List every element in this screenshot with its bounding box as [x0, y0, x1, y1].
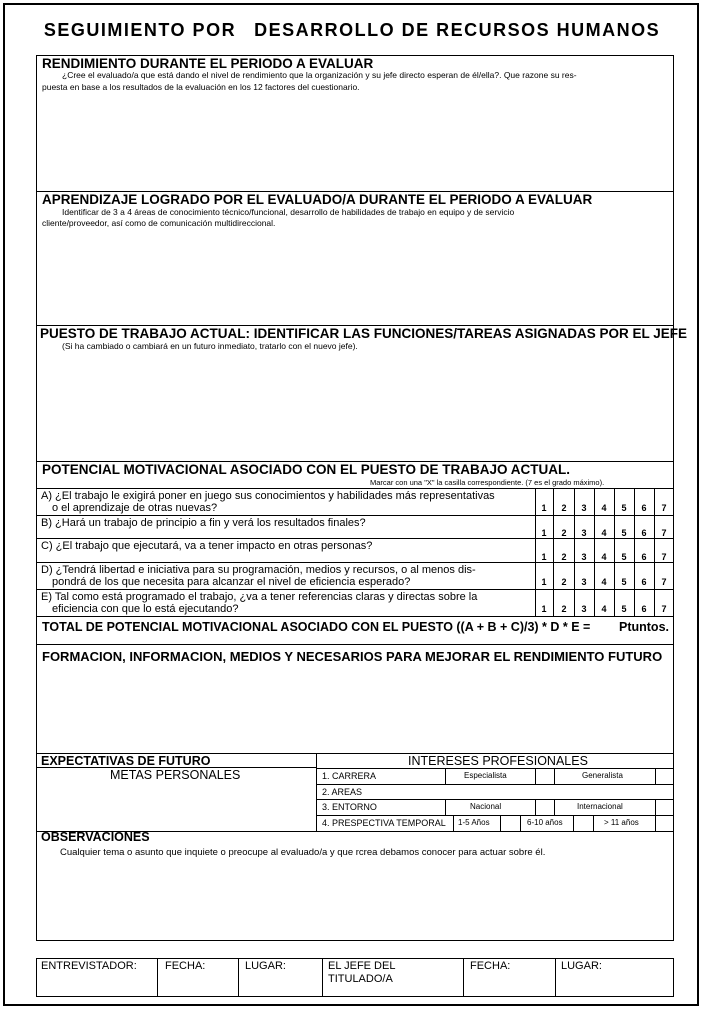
lugar-label-1: LUGAR:: [245, 960, 286, 972]
rating-cell[interactable]: 4: [601, 528, 607, 538]
question-b: B) ¿Hará un trabajo de principio a fin y verá los resultados finales?: [41, 517, 366, 529]
rating-cell[interactable]: 3: [581, 577, 587, 587]
rendimiento-desc-line1: ¿Cree el evaluado/a que está dando el nivel de rendimiento que la organización y su jefe directo esperan de él/ella?. Que razone su res-: [62, 70, 577, 80]
puesto-heading: PUESTO DE TRABAJO ACTUAL: IDENTIFICAR LAS FUNCIONES/TAREAS ASIGNADAS POR EL JEFE: [40, 326, 688, 341]
especialista-checkbox[interactable]: [536, 769, 554, 783]
grid-line: [316, 815, 674, 816]
potencial-total-formula: TOTAL DE POTENCIAL MOTIVACIONAL ASOCIADO CON EL PUESTO ((A + B + C)/3) * D * E =: [42, 620, 591, 634]
question-a: A) ¿El trabajo le exigirá poner en juego sus conocimientos y habilidades más representativas o el aprendizaje de otras nuevas?: [41, 490, 495, 514]
rating-cell[interactable]: 5: [621, 604, 627, 614]
divider: [316, 753, 317, 831]
formacion-heading: FORMACION, INFORMACION, MEDIOS Y NECESARIOS PARA MEJORAR EL RENDIMIENTO FUTURO: [42, 649, 663, 664]
rating-cell[interactable]: 7: [661, 577, 667, 587]
rating-cell[interactable]: 4: [601, 604, 607, 614]
grid-line: [36, 562, 674, 563]
entrevistador-label: ENTREVISTADOR:: [41, 960, 137, 972]
entorno-label: 3. ENTORNO: [322, 802, 377, 812]
rating-cell[interactable]: 1: [541, 577, 547, 587]
jefe-label: EL JEFE DEL TITULADO/A: [328, 960, 396, 985]
lugar-label-2: LUGAR:: [561, 960, 602, 972]
rating-cell[interactable]: 3: [581, 528, 587, 538]
fecha-label-2: FECHA:: [470, 960, 511, 972]
rating-cell[interactable]: 5: [621, 503, 627, 513]
rating-cell[interactable]: 7: [661, 528, 667, 538]
grid-line: [463, 958, 464, 997]
puesto-desc-line1: (Si ha cambiado o cambiará en un futuro inmediato, tratarlo con el nuevo jefe).: [62, 341, 358, 351]
grid-line: [36, 515, 674, 516]
rating-cell[interactable]: 3: [581, 503, 587, 513]
generalista-label: Generalista: [582, 771, 623, 780]
grid-line: [36, 538, 674, 539]
aprendizaje-answer-area[interactable]: [37, 232, 673, 325]
metas-personales-label: METAS PERSONALES: [110, 768, 241, 782]
grid-line: [593, 815, 594, 831]
question-d: D) ¿Tendrá libertad e iniciativa para su programación, medios y recursos, o al menos dis- pondrá de los que necesita para alcanzar el nivel de eficiencia esperado?: [41, 564, 476, 588]
rating-cell[interactable]: 2: [561, 604, 567, 614]
rating-cell[interactable]: 6: [641, 528, 647, 538]
rating-cell[interactable]: 2: [561, 528, 567, 538]
prespectiva-checkbox-2[interactable]: [574, 816, 592, 830]
rating-cell[interactable]: 1: [541, 528, 547, 538]
prespectiva-option-1: 1-5 Años: [458, 818, 490, 827]
grid-line: [36, 488, 674, 489]
form-title: [0, 20, 704, 41]
potencial-total-unit: Ptuntos.: [619, 620, 669, 634]
grid-line: [554, 799, 555, 815]
grid-line: [554, 768, 555, 784]
rating-cell[interactable]: 7: [661, 604, 667, 614]
rating-cell[interactable]: 1: [541, 604, 547, 614]
aprendizaje-desc-line1: Identificar de 3 a 4 áreas de conocimiento técnico/funcional, desarrollo de habilidades de trabajo en equipo y de servicio: [62, 207, 515, 217]
internacional-checkbox[interactable]: [656, 800, 673, 814]
prespectiva-checkbox-1[interactable]: [501, 816, 519, 830]
grid-line: [36, 589, 674, 590]
rating-cell[interactable]: 4: [601, 577, 607, 587]
rating-cell[interactable]: 1: [541, 503, 547, 513]
grid-line: [316, 799, 674, 800]
grid-line: [322, 958, 323, 997]
grid-line: [445, 799, 446, 815]
nacional-label: Nacional: [470, 802, 502, 811]
question-c: C) ¿El trabajo que ejecutará, va a tener impacto en otras personas?: [41, 540, 373, 552]
rating-cell[interactable]: 5: [621, 528, 627, 538]
rating-cell[interactable]: 4: [601, 503, 607, 513]
rating-cell[interactable]: 7: [661, 552, 667, 562]
observaciones-desc: Cualquier tema o asunto que inquiete o preocupe al evaluado/a y que rcrea debamos conocer para actuar sobre él.: [60, 847, 546, 858]
internacional-label: Internacional: [577, 802, 623, 811]
prespectiva-option-3: > 11 años: [604, 818, 639, 827]
divider: [36, 644, 674, 645]
grid-line: [520, 815, 521, 831]
areas-field[interactable]: [400, 785, 673, 798]
form-title-part1: SEGUIMIENTO POR: [43, 20, 237, 40]
rating-cell[interactable]: 6: [641, 503, 647, 513]
grid-line: [36, 616, 674, 617]
rating-cell[interactable]: 7: [661, 503, 667, 513]
metas-personales-area[interactable]: [37, 784, 316, 830]
rating-cell[interactable]: 2: [561, 552, 567, 562]
grid-line: [238, 958, 239, 997]
prespectiva-label: 4. PRESPECTIVA TEMPORAL: [322, 818, 446, 828]
aprendizaje-desc-line2: cliente/proveedor, así como de comunicación multidireccional.: [42, 218, 276, 228]
puesto-answer-area[interactable]: [37, 356, 673, 460]
rating-cell[interactable]: 3: [581, 552, 587, 562]
grid-line: [453, 815, 454, 831]
grid-line: [316, 768, 674, 769]
rating-cell[interactable]: 2: [561, 503, 567, 513]
especialista-label: Especialista: [464, 771, 507, 780]
rating-cell[interactable]: 3: [581, 604, 587, 614]
observaciones-answer-area[interactable]: [37, 862, 673, 940]
rating-cell[interactable]: 2: [561, 577, 567, 587]
grid-line: [555, 958, 556, 997]
rendimiento-answer-area[interactable]: [37, 96, 673, 191]
expectativas-heading: EXPECTATIVAS DE FUTURO: [41, 754, 211, 768]
rating-cell[interactable]: 6: [641, 577, 647, 587]
divider: [36, 767, 316, 768]
grid-line: [445, 768, 446, 784]
potencial-note: Marcar con una "X" la casilla correspondiente. (7 es el grado máximo).: [370, 478, 605, 487]
areas-label: 2. AREAS: [322, 787, 363, 797]
aprendizaje-heading: APRENDIZAJE LOGRADO POR EL EVALUADO/A DURANTE EL PERIODO A EVALUAR: [42, 192, 593, 207]
formacion-answer-area[interactable]: [37, 666, 673, 752]
rating-cell[interactable]: 4: [601, 552, 607, 562]
rendimiento-heading: RENDIMIENTO DURANTE EL PERIODO A EVALUAR: [42, 56, 374, 71]
prespectiva-option-2: 6-10 años: [527, 818, 563, 827]
prespectiva-checkbox-3[interactable]: [656, 816, 673, 830]
observaciones-heading: OBSERVACIONES: [41, 830, 150, 844]
carrera-label: 1. CARRERA: [322, 771, 377, 781]
rating-cell[interactable]: 6: [641, 604, 647, 614]
rating-cell[interactable]: 5: [621, 552, 627, 562]
form-title-part2: DESARROLLO DE RECURSOS HUMANOS: [254, 20, 661, 40]
grid-line: [157, 958, 158, 997]
generalista-checkbox[interactable]: [656, 769, 673, 783]
potencial-heading: POTENCIAL MOTIVACIONAL ASOCIADO CON EL PUESTO DE TRABAJO ACTUAL.: [42, 462, 571, 477]
rating-cell[interactable]: 6: [641, 552, 647, 562]
question-e: E) Tal como está programado el trabajo, ¿va a tener referencias claras y directas sobre la eficiencia con que lo está ejecutando?: [41, 591, 478, 615]
fecha-label-1: FECHA:: [165, 960, 206, 972]
rendimiento-desc-line2: puesta en base a los resultados de la evaluación en los 12 factores del cuestionario.: [42, 82, 360, 92]
rating-cell[interactable]: 5: [621, 577, 627, 587]
nacional-checkbox[interactable]: [536, 800, 554, 814]
rating-cell[interactable]: 1: [541, 552, 547, 562]
intereses-profesionales-label: INTERESES PROFESIONALES: [408, 754, 588, 768]
